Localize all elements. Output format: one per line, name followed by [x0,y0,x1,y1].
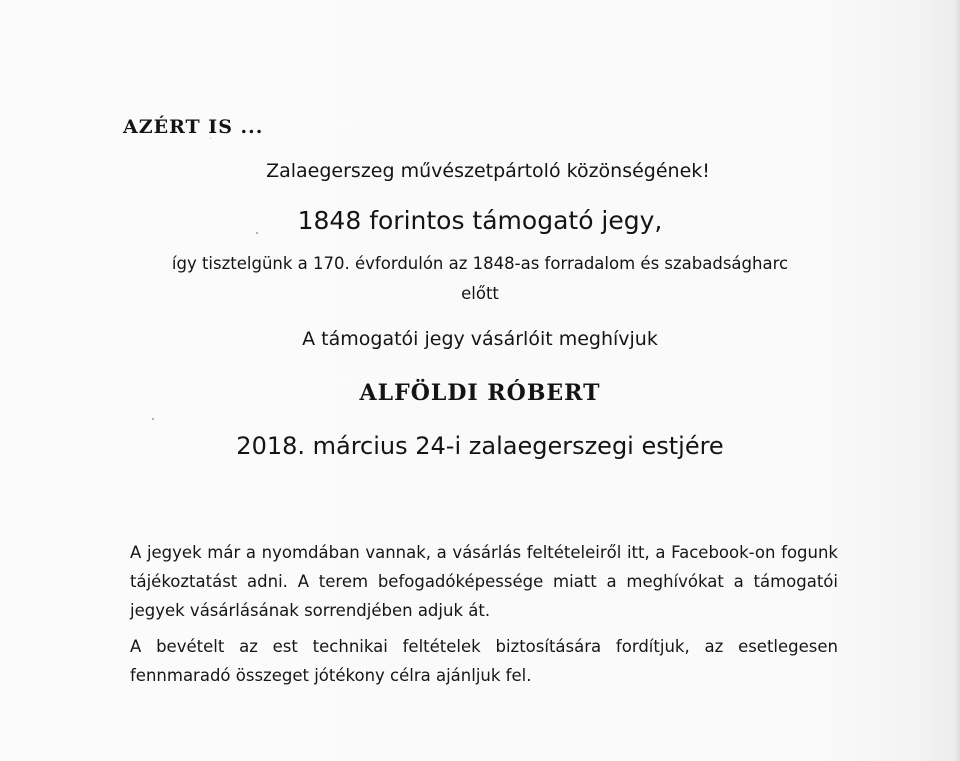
invitation-line: A támogatói jegy vásárlóit meghívjuk [302,328,658,350]
performer-name: ALFÖLDI RÓBERT [359,380,601,406]
tribute-line-2: előtt [461,284,499,303]
intro-heading: AZÉRT IS ... [123,116,264,138]
scan-edge-shadow [954,0,960,761]
tribute-line-1: így tisztelgünk a 170. évfordulón az 1848-as forradalom és szabadságharc [171,254,789,273]
scan-speck [210,138,211,139]
event-date-heading: 2018. március 24-i zalaegerszegi estjére [236,432,724,460]
scan-speck [256,232,258,234]
ticket-offer-heading: 1848 forintos támogató jegy, [297,206,663,235]
revenue-paragraph: A bevételt az est technikai feltételek biztosítására fordítjuk, az esetlegesen fennmaradó összeget jótékony célra ajánljuk fel. [130,637,838,685]
ticket-info-paragraph: A jegyek már a nyomdában vannak, a vásárlás feltételeiről itt, a Facebook-on fogunk tájékoztatást adni. A terem befogadóképessége miatt a meghívókat a támogatói jegyek vásárlásának sorrendjében adjuk át. [130,543,838,620]
scan-speck [152,418,154,420]
audience-line: Zalaegerszeg művészetpártoló közönségének! [266,160,710,182]
